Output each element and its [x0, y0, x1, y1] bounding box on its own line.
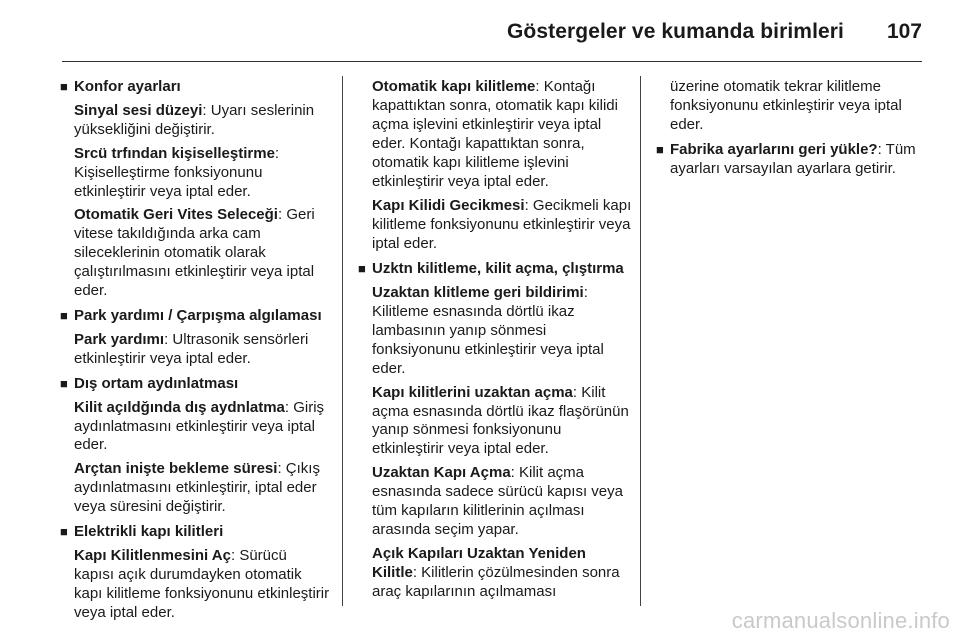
setting-item — [74, 460, 330, 517]
bullet-icon: ■ — [656, 141, 664, 157]
setting-item — [74, 399, 330, 456]
setting-item — [74, 102, 330, 140]
setting-term: Açık Kapıları Uzaktan Yeniden Kilitle — [372, 544, 586, 581]
column-divider — [342, 76, 343, 606]
section-konfor — [60, 78, 330, 301]
section-title: Uzktn kilitleme, kilit açma, çlıştırma — [372, 260, 624, 278]
header-title: Göstergeler ve kumanda birimleri — [507, 20, 844, 43]
setting-desc: : Ultrasonik sensörleri etkinleştirir veya iptal eder. — [74, 330, 309, 367]
bullet-icon: ■ — [358, 261, 366, 277]
section-door-locks — [60, 523, 330, 623]
setting-term: Park yardımı — [74, 330, 165, 348]
setting-item — [74, 206, 330, 301]
setting-item — [372, 545, 634, 602]
setting-term: Fabrika ayarlarını geri yükle? — [670, 140, 878, 158]
section-factory-reset — [656, 141, 928, 179]
setting-desc: : Sürücü kapısı açık durumdayken otomatik kapı kilitleme fonksiyonunu etkinleştirir veya iptal eder. — [74, 546, 330, 621]
bullet-icon: ■ — [60, 307, 68, 323]
setting-desc: : Kilitleme esnasında dörtlü ikaz lambasının yanıp sönmesi fonksiyonunu etkinleştirir veya iptal eder. — [372, 284, 604, 377]
bullet-icon: ■ — [60, 524, 68, 540]
page-header — [0, 0, 960, 62]
setting-term: Arçtan inişte bekleme süresi — [74, 460, 278, 478]
setting-item — [74, 547, 330, 623]
setting-term: Kapı kilitlerini uzaktan açma — [372, 383, 573, 401]
setting-term: Otomatik kapı kilitleme — [372, 78, 536, 95]
setting-desc: : Kontağı kapattıktan sonra, otomatik kapı kilidi açma işlevini etkinleştirir veya iptal eder. Kontağı kapattıktan sonra, otomatik kapı kilitleme işlevini etkinleştirir veya iptal eder. — [372, 78, 618, 190]
column-1 — [60, 78, 330, 629]
setting-term: Srcü trfından kişiselleştirme — [74, 144, 275, 162]
section-title: Dış ortam aydınlatması — [74, 374, 239, 392]
section-title: Elektrikli kapı kilitleri — [74, 523, 224, 541]
setting-desc: : Gecikmeli kapı kilitleme fonksiyonunu etkinleştirir veya iptal eder. — [372, 197, 632, 253]
column-3 — [656, 78, 928, 185]
setting-item — [74, 331, 330, 369]
setting-desc: : Giriş aydınlatmasını etkinleştirir veya iptal eder. — [74, 398, 325, 454]
setting-term: Uzaktan klitleme geri bildirimi — [372, 284, 584, 302]
setting-term: Kapı Kilitlenmesini Aç — [74, 546, 231, 564]
setting-item — [74, 145, 330, 202]
setting-term: Kapı Kilidi Gecikmesi — [372, 197, 525, 215]
setting-item — [372, 284, 634, 379]
setting-desc: : Kilit açma esnasında dörtlü ikaz flaşörünün yanıp sönmesi fonksiyonunu etkinleştirir veya iptal eder. — [372, 383, 629, 458]
section-title: Park yardımı / Çarpışma algılaması — [74, 306, 322, 324]
header-rule — [62, 61, 922, 62]
setting-item — [372, 78, 634, 191]
setting-term: Kilit açıldğında dış aydnlatma — [74, 398, 285, 416]
setting-item — [372, 384, 634, 460]
setting-desc: : Uyarı seslerinin yüksekliğini değiştirir. — [74, 101, 315, 138]
setting-desc: : Kişiselleştirme fonksiyonunu etkinleştirir veya iptal eder. — [74, 144, 280, 200]
setting-desc: : Geri vitese takıldığında arka cam sileceklerinin otomatik olarak çalıştırılmasını etkinleştirir veya iptal eder. — [74, 206, 315, 300]
section-exterior-lighting — [60, 375, 330, 517]
column-divider — [640, 76, 641, 606]
setting-item — [372, 464, 634, 540]
section-title: Konfor ayarları — [74, 78, 181, 95]
page-number: 107 — [886, 20, 922, 43]
section-park — [60, 307, 330, 369]
setting-desc: : Çıkış aydınlatmasını etkinleştirir, iptal eder veya süresini değiştirir. — [74, 460, 320, 516]
continuation-text: üzerine otomatik tekrar kilitleme fonksiyonunu etkinleştirir veya iptal eder. — [670, 78, 902, 133]
setting-desc: : Kilitlerin çözülmesinden sonra araç kapılarının açılmaması — [372, 563, 620, 600]
setting-term: Uzaktan Kapı Açma — [372, 464, 511, 482]
setting-item — [372, 197, 634, 254]
bullet-icon: ■ — [60, 375, 68, 391]
setting-desc: : Tüm ayarları varsayılan ayarlara getirir. — [670, 140, 916, 177]
section-remote — [358, 260, 634, 601]
column-2 — [358, 78, 634, 608]
watermark: carmanualsonline.info — [731, 608, 950, 633]
bullet-icon: ■ — [60, 79, 68, 94]
setting-term: Sinyal sesi düzeyi — [74, 101, 203, 119]
setting-desc: : Kilit açma esnasında sadece sürücü kapısı veya tüm kapıların kilitlerinin açılması arasında seçim yapar. — [372, 464, 623, 538]
setting-term: Otomatik Geri Vites Seleceği — [74, 206, 278, 224]
